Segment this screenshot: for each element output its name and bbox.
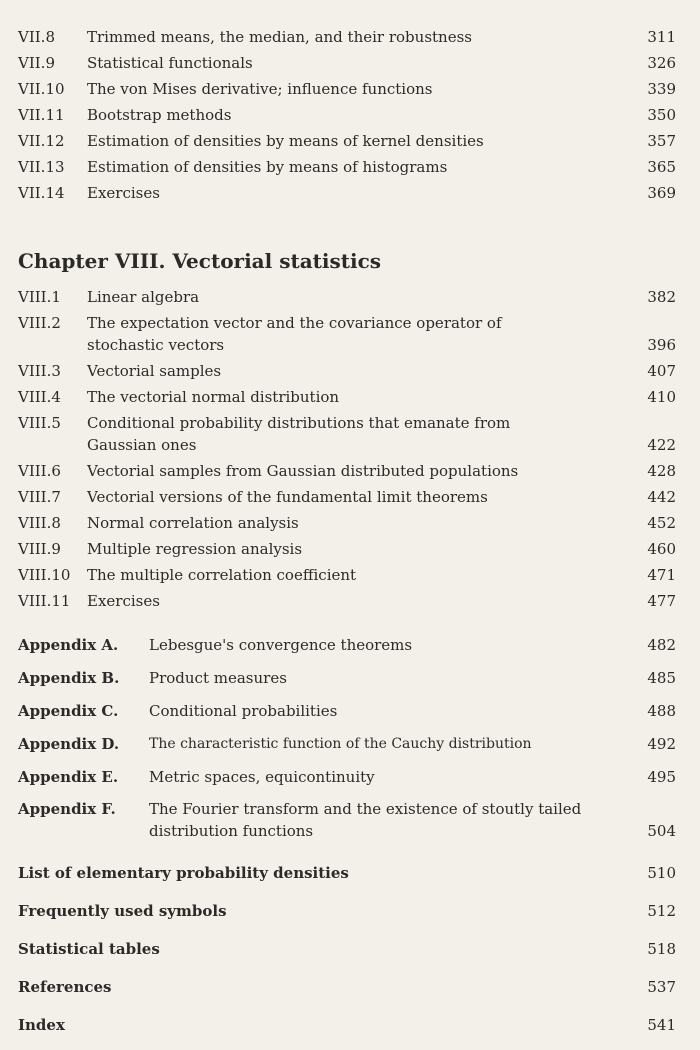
section-title: Statistical functionals — [87, 54, 253, 72]
backmatter-title: References — [18, 978, 112, 996]
section-title: Vectorial samples — [87, 362, 222, 380]
appendix-title: The Fourier transform and the existence of stoutly tailed distribution functions — [149, 800, 582, 840]
page-number: 492 — [647, 735, 676, 753]
section-title: Normal correlation analysis — [87, 514, 299, 532]
section-number: VII.12 — [18, 132, 65, 150]
backmatter-title: Statistical tables — [18, 940, 160, 958]
page-number: 339 — [647, 80, 676, 98]
page-number: 422 — [647, 436, 676, 454]
page-number: 477 — [647, 592, 676, 610]
section-number: VIII.6 — [18, 462, 61, 480]
page-number: 482 — [647, 636, 676, 654]
page-number: 407 — [647, 362, 676, 380]
page-number: 541 — [647, 1016, 676, 1034]
page-number: 357 — [647, 132, 676, 150]
appendix-title: Metric spaces, equicontinuity — [149, 768, 375, 786]
appendix-label: Appendix A. — [18, 636, 119, 654]
appendix-title: Conditional probabilities — [149, 702, 338, 720]
section-title: Bootstrap methods — [87, 106, 232, 124]
section-number: VIII.5 — [18, 414, 61, 432]
page-number: 495 — [647, 768, 676, 786]
backmatter-title: Index — [18, 1016, 65, 1034]
page-number: 485 — [647, 669, 676, 687]
section-number: VIII.3 — [18, 362, 61, 380]
page-number: 311 — [647, 28, 676, 46]
section-number: VIII.4 — [18, 388, 61, 406]
section-title: Linear algebra — [87, 288, 200, 306]
appendix-title: The characteristic function of the Cauchy distribution — [149, 736, 532, 752]
section-title: The von Mises derivative; influence functions — [87, 80, 433, 98]
section-title: Exercises — [87, 592, 160, 610]
appendix-label: Appendix E. — [18, 768, 119, 786]
page-number: 518 — [647, 940, 676, 958]
page-number: 410 — [647, 388, 676, 406]
section-title: The vectorial normal distribution — [87, 388, 340, 406]
page-number: 460 — [647, 540, 676, 558]
section-title: Estimation of densities by means of histograms — [87, 158, 448, 176]
page-number: 512 — [647, 902, 676, 920]
section-number: VIII.9 — [18, 540, 61, 558]
page-number: 382 — [647, 288, 676, 306]
section-title: Estimation of densities by means of kernel densities — [87, 132, 484, 150]
section-number: VII.14 — [18, 184, 65, 202]
page-number: 365 — [647, 158, 676, 176]
appendix-label: Appendix F. — [18, 800, 116, 818]
page-number: 471 — [647, 566, 676, 584]
page-number: 504 — [647, 822, 676, 840]
page-number: 350 — [647, 106, 676, 124]
section-number: VII.11 — [18, 106, 65, 124]
appendix-label: Appendix B. — [18, 669, 120, 687]
section-number: VII.9 — [18, 54, 55, 72]
page-number: 396 — [647, 336, 676, 354]
section-title: Vectorial versions of the fundamental limit theorems — [87, 488, 488, 506]
section-title: Vectorial samples from Gaussian distributed populations — [87, 462, 519, 480]
page-number: 537 — [647, 978, 676, 996]
section-title: The multiple correlation coefficient — [87, 566, 357, 584]
section-number: VIII.10 — [18, 566, 71, 584]
section-title: Exercises — [87, 184, 160, 202]
page-number: 488 — [647, 702, 676, 720]
section-number: VII.13 — [18, 158, 65, 176]
appendix-title: Product measures — [149, 669, 287, 687]
section-number: VIII.11 — [18, 592, 71, 610]
backmatter-title: List of elementary probability densities — [18, 864, 349, 882]
page-number: 369 — [647, 184, 676, 202]
backmatter-title: Frequently used symbols — [18, 902, 227, 920]
appendix-title: Lebesgue's convergence theorems — [149, 636, 413, 654]
section-number: VIII.1 — [18, 288, 61, 306]
section-number: VIII.2 — [18, 314, 61, 332]
section-number: VIII.8 — [18, 514, 61, 532]
section-number: VII.8 — [18, 28, 55, 46]
section-number: VII.10 — [18, 80, 65, 98]
page-number: 428 — [647, 462, 676, 480]
chapter-heading: Chapter VIII. Vectorial statistics — [18, 249, 382, 273]
appendix-label: Appendix D. — [18, 735, 120, 753]
appendix-label: Appendix C. — [18, 702, 119, 720]
page-number: 442 — [647, 488, 676, 506]
section-title: Conditional probability distributions that emanate from Gaussian ones — [87, 414, 511, 454]
page-number: 510 — [647, 864, 676, 882]
section-title: The expectation vector and the covariance operator of stochastic vectors — [87, 314, 502, 354]
page-number: 326 — [647, 54, 676, 72]
section-title: Multiple regression analysis — [87, 540, 303, 558]
section-number: VIII.7 — [18, 488, 61, 506]
section-title: Trimmed means, the median, and their robustness — [87, 28, 472, 46]
page-number: 452 — [647, 514, 676, 532]
